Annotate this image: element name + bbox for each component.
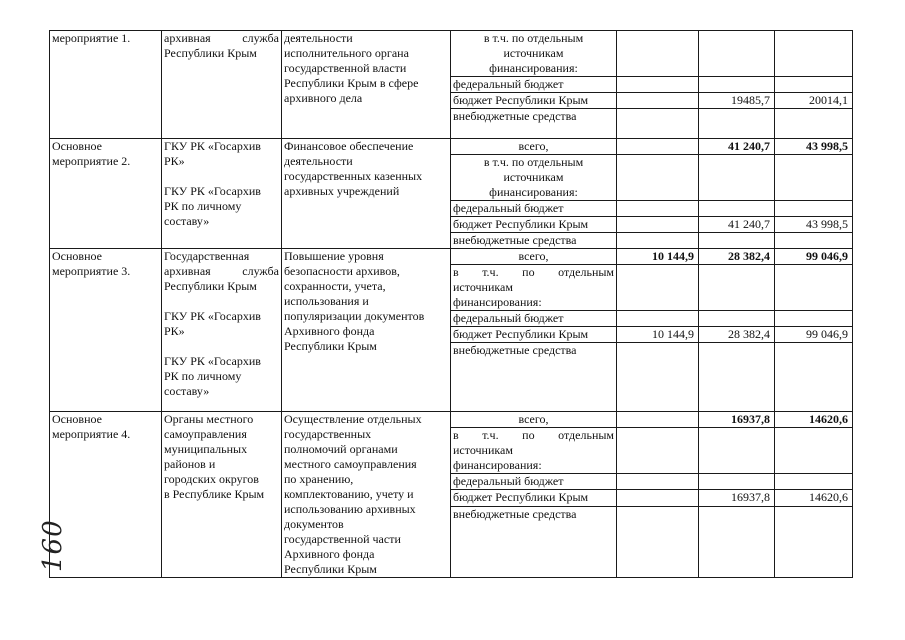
word: по	[522, 428, 535, 443]
text-line: городских округов	[164, 472, 259, 486]
text-line: местного самоуправления	[284, 457, 417, 471]
text-line: деятельности	[284, 31, 353, 45]
amount-cell	[699, 428, 775, 474]
event-name-cell	[50, 249, 162, 412]
text-line: РК по личному	[164, 199, 242, 213]
amount-cell	[699, 31, 775, 77]
amount-cell: 14620,6	[775, 412, 853, 428]
amount-cell	[617, 490, 699, 506]
justified-line	[453, 265, 614, 280]
funding-source-cell	[451, 506, 617, 577]
amount-cell: 99 046,9	[775, 327, 853, 343]
amount-cell	[699, 155, 775, 201]
amount-cell	[699, 201, 775, 217]
text-line: РК»	[164, 154, 185, 168]
text-line: Архивного фонда	[284, 324, 375, 338]
funding-source-cell	[451, 217, 617, 233]
text-line: Финансовое обеспечение	[284, 139, 414, 153]
text-line: федеральный бюджет	[453, 474, 564, 489]
responsible-cell	[162, 249, 282, 412]
text-line: всего,	[518, 249, 549, 263]
amount-cell: 99 046,9	[775, 249, 853, 265]
text-line: мероприятие 4.	[52, 427, 131, 441]
table-row	[50, 412, 853, 428]
amount-cell: 41 240,7	[699, 217, 775, 233]
amount-cell	[617, 201, 699, 217]
text-line: популяризации документов	[284, 309, 425, 323]
text-line: внебюджетные средства	[453, 343, 577, 357]
funding-source-cell	[451, 155, 617, 201]
text-line: составу»	[164, 214, 210, 228]
amount-cell	[617, 343, 699, 412]
text-line	[164, 339, 279, 354]
text-line: федеральный бюджет	[453, 77, 564, 91]
text-line: источникам	[503, 170, 564, 184]
text-line: государственной власти	[284, 61, 407, 75]
funding-source-cell	[451, 474, 617, 490]
text-line: полномочий органами	[284, 442, 398, 456]
text-line: РК по личному	[164, 369, 242, 383]
funding-table	[49, 30, 853, 578]
amount-cell: 20014,1	[775, 93, 853, 109]
text-line: сохранности, учета,	[284, 279, 386, 293]
funding-source-cell	[451, 428, 617, 474]
funding-source-cell	[451, 265, 617, 311]
funding-source-cell	[451, 139, 617, 155]
amount-cell	[775, 109, 853, 139]
event-name-cell	[50, 139, 162, 249]
amount-cell	[775, 201, 853, 217]
text-line: бюджет Республики Крым	[453, 217, 589, 231]
amount-cell: 10 144,9	[617, 249, 699, 265]
text-line: Осуществление отдельных	[284, 412, 422, 426]
text-line: мероприятие 2.	[52, 154, 131, 168]
word: т.ч.	[482, 265, 499, 279]
text-line: финансирования:	[453, 295, 542, 309]
table-row	[50, 249, 853, 265]
funding-source-cell	[451, 109, 617, 139]
text-line: внебюджетные средства	[453, 109, 577, 123]
text-line: документов	[284, 517, 344, 531]
amount-cell	[775, 77, 853, 93]
amount-cell	[617, 265, 699, 311]
text-line: мероприятие 3.	[52, 264, 131, 278]
text-line: РК»	[164, 324, 185, 338]
word: служба	[242, 264, 279, 278]
word: архивная	[164, 264, 211, 278]
text-line: источникам	[503, 46, 564, 60]
amount-cell	[617, 109, 699, 139]
description-cell	[282, 31, 451, 139]
amount-cell	[775, 474, 853, 490]
text-line: бюджет Республики Крым	[453, 93, 589, 107]
word: отдельным	[558, 265, 614, 279]
text-line: составу»	[164, 384, 210, 398]
amount-cell	[617, 233, 699, 249]
text-line: государственной части	[284, 532, 401, 546]
amount-cell: 19485,7	[699, 93, 775, 109]
text-line: безопасности архивов,	[284, 264, 400, 278]
amount-cell	[775, 343, 853, 412]
amount-cell	[699, 506, 775, 577]
word: служба	[242, 31, 279, 45]
amount-cell: 28 382,4	[699, 327, 775, 343]
text-line: использования и	[284, 294, 369, 308]
text-line: Республики Крым	[284, 562, 377, 576]
text-line: Республики Крым	[284, 339, 377, 353]
amount-cell	[699, 233, 775, 249]
text-line	[164, 169, 279, 184]
justified-line	[453, 428, 614, 443]
amount-cell	[617, 428, 699, 474]
justified-line	[164, 264, 279, 279]
amount-cell	[617, 93, 699, 109]
funding-source-cell	[451, 201, 617, 217]
amount-cell	[617, 474, 699, 490]
amount-cell	[775, 428, 853, 474]
amount-cell: 41 240,7	[699, 139, 775, 155]
amount-cell	[617, 155, 699, 201]
text-line: архивного дела	[284, 91, 363, 105]
amount-cell: 43 998,5	[775, 217, 853, 233]
amount-cell	[699, 77, 775, 93]
responsible-cell	[162, 31, 282, 139]
amount-cell: 28 382,4	[699, 249, 775, 265]
amount-cell	[617, 77, 699, 93]
text-line: источникам	[453, 280, 513, 294]
text-line: бюджет Республики Крым	[453, 327, 589, 341]
event-name-cell	[50, 31, 162, 139]
text-line: Республики Крым	[164, 279, 257, 293]
amount-cell	[617, 412, 699, 428]
text-line: Государственная	[164, 249, 250, 263]
amount-cell	[699, 474, 775, 490]
text-line: архивных учреждений	[284, 184, 400, 198]
text-line: в т.ч. по отдельным	[483, 155, 584, 169]
text-line: федеральный бюджет	[453, 201, 564, 215]
description-cell	[282, 412, 451, 578]
text-line: источникам	[453, 443, 513, 458]
description-cell	[282, 139, 451, 249]
amount-cell	[617, 139, 699, 155]
amount-cell	[617, 506, 699, 577]
funding-source-cell	[451, 249, 617, 265]
text-line: финансирования:	[453, 458, 542, 473]
amount-cell	[699, 265, 775, 311]
word: в	[453, 428, 459, 443]
amount-cell	[775, 311, 853, 327]
table-row	[50, 31, 853, 77]
text-line: Республики Крым в сфере	[284, 76, 419, 90]
table-row	[50, 139, 853, 155]
text-line: в т.ч. по отдельным	[483, 31, 584, 45]
word: в	[453, 265, 459, 279]
funding-source-cell	[451, 77, 617, 93]
amount-cell	[617, 31, 699, 77]
amount-cell: 14620,6	[775, 490, 853, 506]
text-line: муниципальных	[164, 442, 248, 456]
text-line: в Республике Крым	[164, 487, 265, 501]
text-line: ГКУ РК «Госархив	[164, 139, 261, 153]
amount-cell: 16937,8	[699, 412, 775, 428]
amount-cell	[699, 109, 775, 139]
amount-cell	[699, 343, 775, 412]
funding-source-cell	[451, 343, 617, 412]
text-line	[164, 294, 279, 309]
funding-source-cell	[451, 31, 617, 77]
funding-source-cell	[451, 93, 617, 109]
word: архивная	[164, 31, 211, 45]
amount-cell	[775, 233, 853, 249]
text-line: внебюджетные средства	[453, 233, 577, 247]
responsible-cell	[162, 412, 282, 578]
amount-cell	[775, 155, 853, 201]
amount-cell: 10 144,9	[617, 327, 699, 343]
text-line: по хранению,	[284, 472, 354, 486]
text-line: использованию архивных	[284, 502, 416, 516]
text-line: районов и	[164, 457, 216, 471]
amount-cell	[617, 217, 699, 233]
funding-source-cell	[451, 412, 617, 428]
text-line: ГКУ РК «Госархив	[164, 309, 261, 323]
text-line: Основное	[52, 249, 102, 263]
text-line: Архивного фонда	[284, 547, 375, 561]
text-line: ГКУ РК «Госархив	[164, 354, 261, 368]
text-line: Органы местного	[164, 412, 254, 426]
justified-line	[164, 31, 279, 46]
amount-cell: 43 998,5	[775, 139, 853, 155]
text-line: Повышение уровня	[284, 249, 384, 263]
text-line: исполнительного органа	[284, 46, 409, 60]
funding-source-cell	[451, 327, 617, 343]
amount-cell	[617, 311, 699, 327]
text-line: внебюджетные средства	[453, 506, 577, 521]
amount-cell	[699, 311, 775, 327]
text-line: финансирования:	[489, 61, 578, 75]
amount-cell: 16937,8	[699, 490, 775, 506]
text-line: всего,	[518, 139, 549, 153]
text-line: ГКУ РК «Госархив	[164, 184, 261, 198]
text-line: самоуправления	[164, 427, 247, 441]
text-line: государственных казенных	[284, 169, 423, 183]
text-line: государственных	[284, 427, 372, 441]
text-line: бюджет Республики Крым	[453, 490, 589, 505]
funding-source-cell	[451, 233, 617, 249]
responsible-cell	[162, 139, 282, 249]
amount-cell	[775, 265, 853, 311]
word: отдельным	[558, 428, 614, 443]
text-line: Основное	[52, 412, 102, 426]
text-line: деятельности	[284, 154, 353, 168]
text-line: мероприятие 1.	[52, 31, 131, 45]
text-line: финансирования:	[489, 185, 578, 199]
text-line: Республики Крым	[164, 46, 257, 60]
text-line: Основное	[52, 139, 102, 153]
text-line: комплектованию, учету и	[284, 487, 414, 501]
text-line: всего,	[518, 412, 549, 426]
amount-cell	[775, 31, 853, 77]
description-cell	[282, 249, 451, 412]
amount-cell	[775, 506, 853, 577]
word: по	[522, 265, 535, 279]
funding-source-cell	[451, 490, 617, 506]
funding-source-cell	[451, 311, 617, 327]
word: т.ч.	[482, 428, 499, 443]
page-number-stamp: 160	[38, 519, 68, 572]
text-line: федеральный бюджет	[453, 311, 564, 325]
